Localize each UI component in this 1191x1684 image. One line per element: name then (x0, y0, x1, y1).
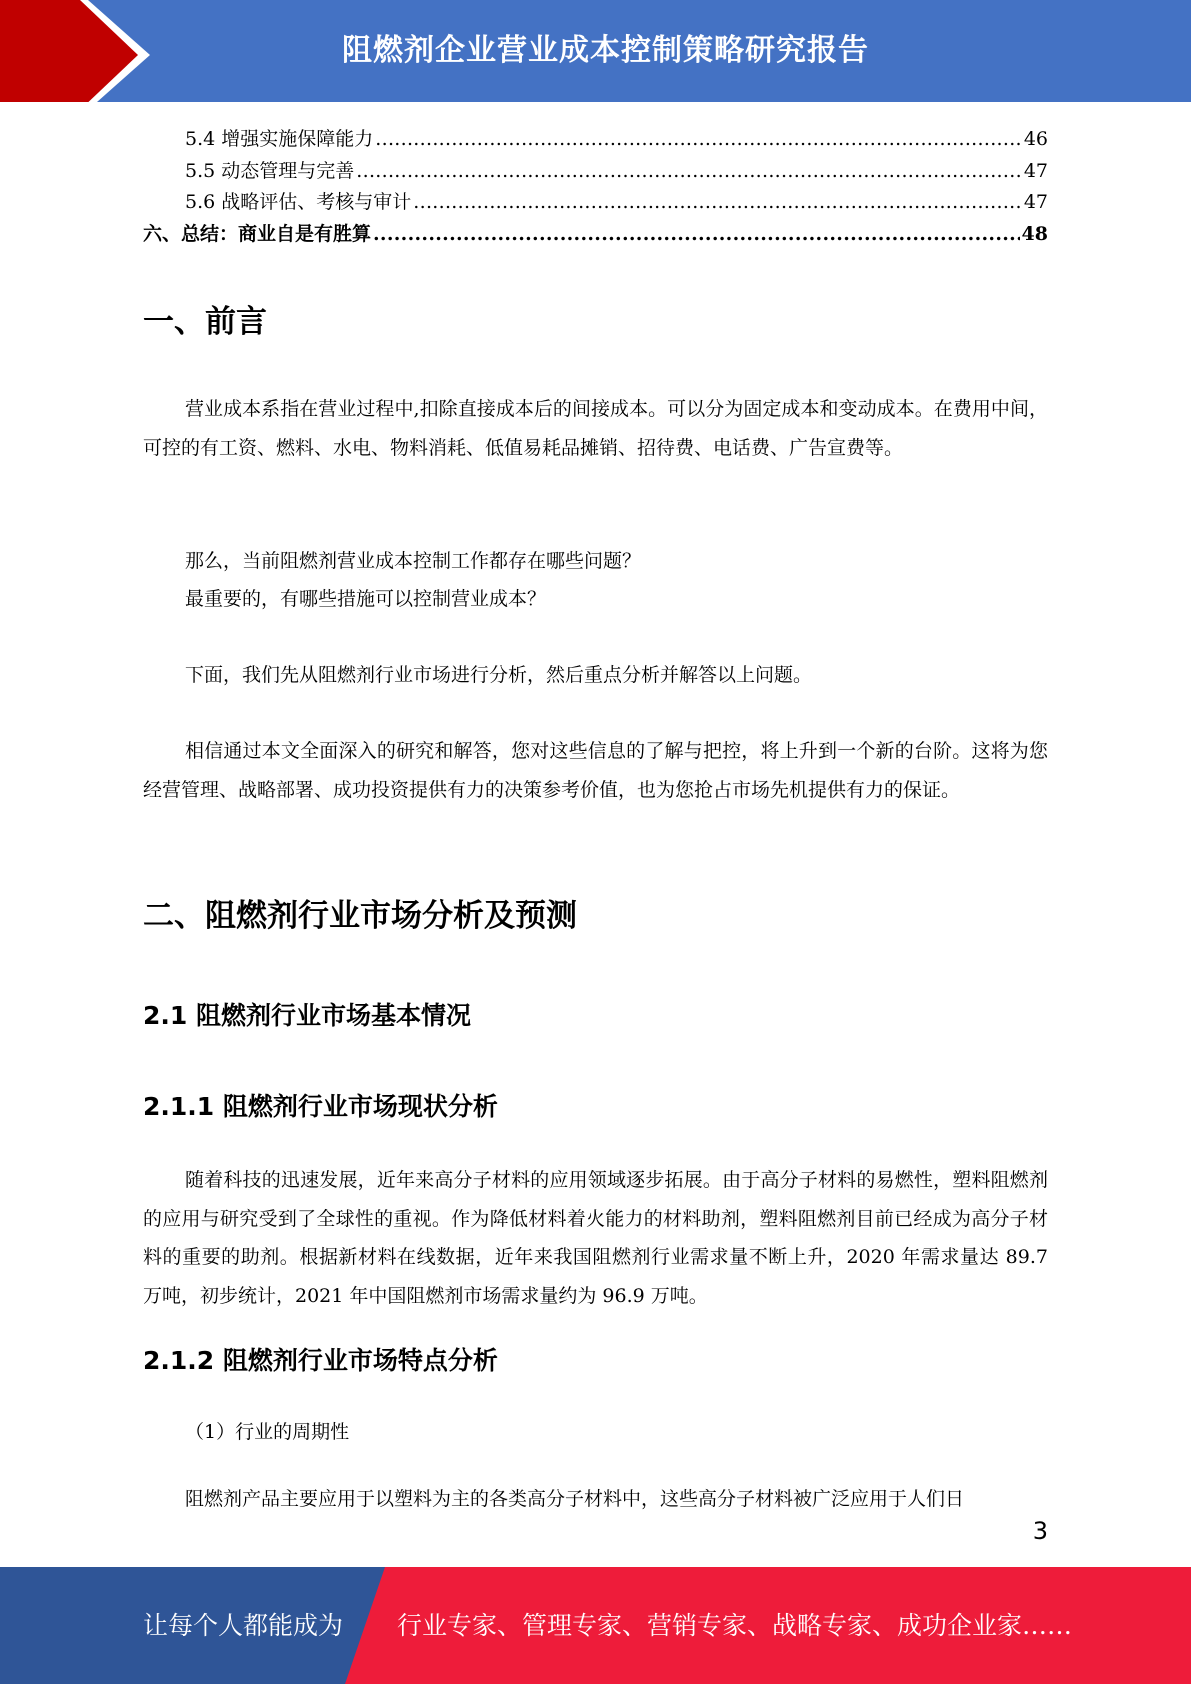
paragraph: 随着科技的迅速发展，近年来高分子材料的应用领域逐步拓展。由于高分子材料的易燃性，塑料阻燃剂的应用与研究受到了全球性的重视。作为降低材料着火能力的材料助剂，塑料阻燃剂目前已经成为高分子材料的重要的助剂。根据新材料在线数据，近年来我国阻燃剂行业需求量不断上升，2020 年需求量达 89.7 万吨，初步统计，2021 年中国阻燃剂市场需求量约为 96.9 万吨。 (143, 1169, 1048, 1307)
toc-entry-page: 46 (1023, 128, 1048, 150)
toc-entry-label: 六、总结：商业自是有胜算 (143, 222, 372, 245)
paragraph: 下面，我们先从阻燃剂行业市场进行分析，然后重点分析并解答以上问题。 (185, 664, 813, 686)
page-header (0, 0, 1191, 110)
toc-entry-page: 48 (1021, 222, 1048, 245)
subsection-heading: 2.1.1 阻燃剂行业市场现状分析 (143, 1092, 498, 1121)
toc-entry[interactable] (143, 219, 1048, 251)
toc-entry-label: 5.4 增强实施保障能力 (185, 128, 374, 150)
header-title: 阻燃剂企业营业成本控制策略研究报告 (342, 33, 869, 68)
page-number: 3 (1032, 1517, 1048, 1545)
question-line: 最重要的，有哪些措施可以控制营业成本？ (185, 588, 547, 610)
toc-entry-label: 5.6 战略评估、考核与审计 (185, 191, 412, 213)
section-heading: 一、前言 (143, 304, 267, 340)
subsection-heading: 2.1 阻燃剂行业市场基本情况 (143, 1001, 471, 1030)
toc-entry-label: 5.5 动态管理与完善 (185, 159, 355, 182)
toc-entry-page: 47 (1023, 191, 1048, 213)
paragraph: 阻燃剂产品主要应用于以塑料为主的各类高分子材料中，这些高分子材料被广泛应用于人们日 (185, 1488, 965, 1510)
paragraph: 相信通过本文全面深入的研究和解答，您对这些信息的了解与把控，将上升到一个新的台阶。这将为您经营管理、战略部署、成功投资提供有力的决策参考价值，也为您抢占市场先机提供有力的保证。 (143, 740, 1048, 801)
list-item: （1）行业的周期性 (185, 1421, 350, 1443)
paragraph: 营业成本系指在营业过程中,扣除直接成本后的间接成本。可以分为固定成本和变动成本。在费用中间，可控的有工资、燃料、水电、物料消耗、低值易耗品摊销、招待费、电话费、广告宣费等。 (143, 398, 1048, 459)
toc-leader (375, 124, 1022, 156)
toc-entry[interactable] (143, 156, 1048, 188)
toc-entry-page: 47 (1023, 159, 1048, 182)
footer-slogan-right: 行业专家、管理专家、营销专家、战略专家、成功企业家…… (397, 1611, 1073, 1640)
toc-leader (373, 219, 1020, 251)
question-line: 那么，当前阻燃剂营业成本控制工作都存在哪些问题？ (185, 550, 642, 572)
toc-entry[interactable] (143, 124, 1048, 156)
section-heading: 二、阻燃剂行业市场分析及预测 (143, 898, 577, 934)
toc (143, 124, 1048, 250)
footer-slogan-left: 让每个人都能成为 (143, 1611, 344, 1640)
toc-entry[interactable] (143, 187, 1048, 219)
subsection-heading: 2.1.2 阻燃剂行业市场特点分析 (143, 1346, 498, 1375)
toc-leader (356, 156, 1022, 188)
page-footer (0, 1567, 1191, 1684)
toc-leader (413, 187, 1022, 219)
